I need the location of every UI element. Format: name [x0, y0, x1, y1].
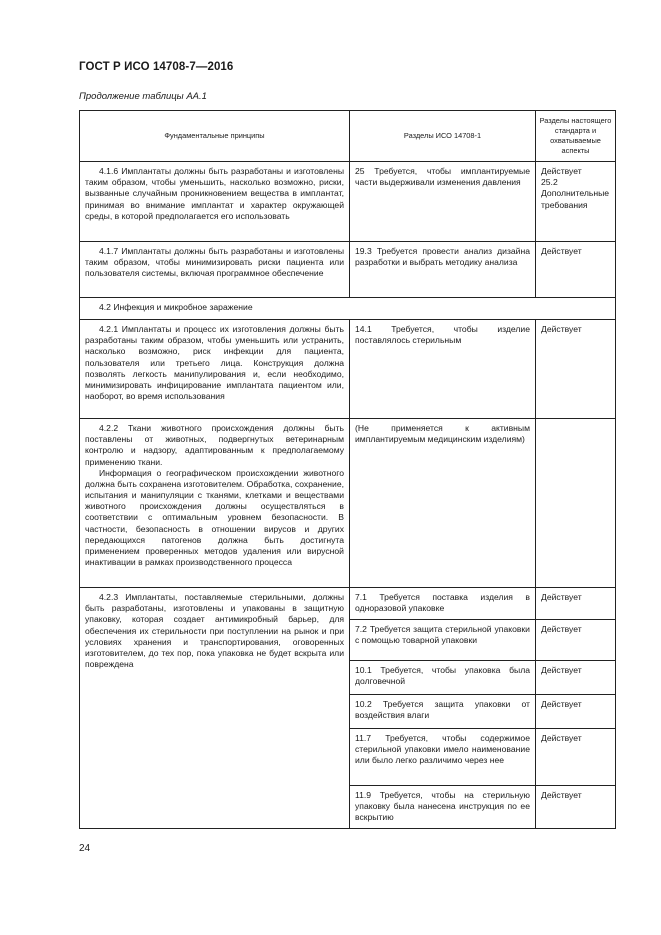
- clause-cell: 10.2 Требуется защита упаковки от воздействия влаги: [350, 695, 536, 729]
- status-cell: Действует: [536, 620, 616, 661]
- status-cell: Действует: [536, 695, 616, 729]
- header-principles: Фундаментальные принципы: [80, 111, 350, 162]
- status-cell: Действует: [536, 242, 616, 298]
- status-cell: Действует: [536, 661, 616, 695]
- clause-cell: 7.1 Требуется поставка изделия в одноразовой упаковке: [350, 588, 536, 620]
- table-header-row: [80, 111, 616, 162]
- principle-paragraph: 4.2.2 Ткани животного происхождения должны быть поставлены от животных, подвергнутых ветеринарным контролю и надзору, адаптированным к предполагаемому применению ткани.: [85, 423, 344, 467]
- status-cell: Действует 25.2 Дополнительные требования: [536, 162, 616, 242]
- clause-cell: 11.9 Требуется, чтобы на стерильную упаковку была нанесена инструкция по ее вскрытию: [350, 786, 536, 829]
- table-row: [80, 419, 616, 588]
- table-row: [80, 588, 616, 620]
- principle-cell: 4.2.3 Имплантаты, поставляемые стерильными, должны быть разработаны, изготовлены и упакованы в защитную упаковку, которая создает антимикробный барьер, для обеспечения их стерильности при поступлении на рынок и при условиях хранения и транспортирования, оговоренных изготовителем, до тех пор, пока упаковка не будет вскрыта или повреждена: [85, 592, 344, 670]
- principle-paragraph: Информация о географическом происхождении животного должна быть сохранена изготовителем. Обработка, сохранение, испытания и манипуляции с тканями, клетками и веществами животного происхождения должны осуществляться в соответствии с оптимальным уровнем безопасности. В частности, безопасность в отношении вирусов и других передающихся патогенов должна быть достигнута применением проверенных методов удаления или вирусной инактивации в рамках производственного процесса: [85, 467, 344, 568]
- status-cell: Действует: [536, 320, 616, 419]
- header-iso-clauses: Разделы ИСО 14708-1: [350, 111, 536, 162]
- clause-cell: 25 Требуется, чтобы имплантируемые части выдерживали изменения давления: [350, 162, 536, 242]
- correspondence-table: [79, 110, 616, 829]
- document-header: ГОСТ Р ИСО 14708-7—2016: [79, 61, 234, 73]
- status-cell: Действует: [536, 786, 616, 829]
- table-row: [80, 162, 616, 242]
- header-standard-sections: Разделы настоящего стандарта и охватываемые аспекты: [536, 111, 616, 162]
- clause-cell: (Не применяется к активным имплантируемым медицинским изделиям): [350, 419, 536, 588]
- principle-cell: 4.1.7 Имплантаты должны быть разработаны и изготовлены таким образом, чтобы минимизировать риски пациента или пользователя системы, включая программное обеспечение: [85, 246, 344, 279]
- clause-cell: 14.1 Требуется, чтобы изделие поставлялось стерильным: [350, 320, 536, 419]
- clause-cell: 19.3 Требуется провести анализ дизайна разработки и выбрать методику анализа: [350, 242, 536, 298]
- status-cell: Действует: [536, 729, 616, 786]
- clause-cell: 10.1 Требуется, чтобы упаковка была долговечной: [350, 661, 536, 695]
- principle-cell: 4.1.6 Имплантаты должны быть разработаны и изготовлены таким образом, чтобы уменьшить, насколько возможно, риски, вызванные случайным проникновением вещества в имплантат, принимая во внимание имплантат и характер окружающей среды, в которой предполагается его использовать: [85, 166, 344, 221]
- status-cell: [536, 419, 616, 588]
- principle-cell: 4.2.1 Имплантаты и процесс их изготовления должны быть разработаны таким образом, чтобы уменьшить или устранить, насколько возможно, риск инфекции для пациента, пользователя или третьего лица. Конструкция должна позволять легкость манипулирования и, если необходимо, минимизировать инфицирование имплантата пациентом или, наоборот, во время использования: [85, 324, 344, 402]
- table-caption: Продолжение таблицы АА.1: [79, 91, 207, 102]
- table-row: [80, 242, 616, 298]
- page-number: 24: [79, 843, 91, 854]
- status-cell: Действует: [536, 588, 616, 620]
- table-row: [80, 320, 616, 419]
- clause-cell: 7.2 Требуется защита стерильной упаковки с помощью товарной упаковки: [350, 620, 536, 661]
- section-title: 4.2 Инфекция и микробное заражение: [80, 298, 616, 320]
- clause-cell: 11.7 Требуется, чтобы содержимое стерильной упаковки имело наименование или было легко различимо через нее: [350, 729, 536, 786]
- section-row: [80, 298, 616, 320]
